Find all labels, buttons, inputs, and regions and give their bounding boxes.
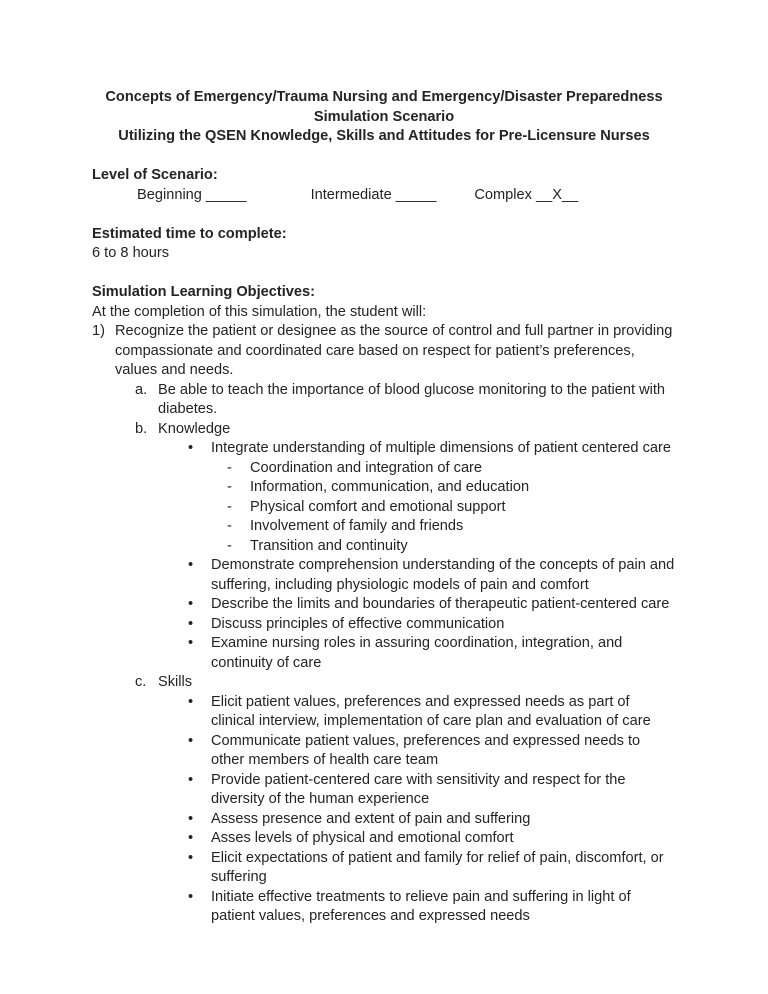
bullet-icon: • [188,888,194,905]
learning-objectives-intro: At the completion of this simulation, the student will: [92,303,427,320]
bullet-icon: • [188,440,194,456]
bullet-icon: • [188,849,194,866]
skills-bullet-2 [188,732,676,771]
sub-item-label: Skills [158,674,193,690]
knowledge-bullet-4 [188,615,676,635]
bullet-icon: • [188,732,194,749]
level-option-beginning: Beginning _____ [137,186,247,203]
bullet-text: Elicit patient values, preferences and expressed needs as part of clinical interview, implementation of care plan and evaluation of care [211,693,651,729]
estimated-time-section [92,225,676,264]
bullet-text: Provide patient-centered care with sensitivity and respect for the diversity of the human experience [211,771,626,807]
bullet-icon: • [188,830,194,846]
dash-icon: - [227,498,232,515]
bullet-text: Asses levels of physical and emotional comfort [211,830,514,846]
bullet-icon: • [188,557,194,573]
bullet-text: Elicit expectations of patient and family for relief of pain, discomfort, or suffering [211,849,664,885]
estimated-time-heading: Estimated time to complete: [92,225,287,242]
sub-item-letter: b. [135,420,148,437]
level-options-row [92,186,676,206]
skills-bullet-3 [188,771,676,810]
bullet-icon: • [188,615,194,632]
dash-text: Physical comfort and emotional support [250,498,506,515]
skills-bullet-5 [188,829,676,849]
bullet-text: Assess presence and extent of pain and suffering [211,810,531,827]
bullet-text: Communicate patient values, preferences and expressed needs to other members of health care team [211,732,641,768]
skills-bullet-4 [188,810,676,830]
bullet-text: Discuss principles of effective communication [211,615,505,632]
bullet-text: Demonstrate comprehension understanding of the concepts of pain and suffering, including physiologic models of pain and comfort [211,557,675,593]
sub-item-a [135,381,676,420]
dash-text: Information, communication, and education [250,479,530,495]
dash-icon: - [227,518,232,534]
learning-objectives-section [92,283,676,927]
skills-bullet-7 [188,888,676,927]
dash-text: Involvement of family and friends [250,518,464,534]
level-of-scenario-heading: Level of Scenario: [92,167,218,183]
bullet-text: Integrate understanding of multiple dimensions of patient centered care [211,440,671,456]
knowledge-bullet-2 [188,556,676,595]
title-line-2: Simulation Scenario [313,108,455,125]
level-option-complex: Complex __X__ [474,186,579,203]
dash-item-3 [227,498,676,518]
dash-item-1 [227,459,676,479]
bullet-icon: • [188,810,194,827]
level-option-intermediate: Intermediate _____ [310,186,437,203]
sub-item-label: Knowledge [158,420,231,437]
objective-text: Recognize the patient or designee as the source of control and full partner in providing compassionate and coordinated care based on respect for patient’s preferences, values and needs. [115,323,673,378]
dash-icon: - [227,459,232,476]
sub-item-letter: a. [135,381,148,398]
bullet-text: Examine nursing roles in assuring coordination, integration, and continuity of care [211,635,623,671]
level-of-scenario-section [92,166,676,205]
sub-item-letter: c. [135,674,147,690]
dash-text: Coordination and integration of care [250,459,483,476]
dash-item-2 [227,478,676,498]
bullet-icon: • [188,635,194,651]
knowledge-bullet-5 [188,634,676,673]
dash-text: Transition and continuity [250,537,408,554]
bullet-icon: • [188,771,194,788]
title-line-3: Utilizing the QSEN Knowledge, Skills and Attitudes for Pre-Licensure Nurses [118,128,650,144]
knowledge-bullet-3 [188,595,676,615]
sub-item-text: Be able to teach the importance of blood glucose monitoring to the patient with diabetes. [158,381,666,417]
bullet-text: Initiate effective treatments to relieve pain and suffering in light of patient values, preferences and expressed needs [211,888,631,924]
dash-item-4 [227,517,676,537]
dash-item-5 [227,537,676,557]
document-title [92,88,676,147]
objective-number: 1) [92,323,105,339]
objective-item-1 [92,322,676,381]
sub-item-c [135,673,676,693]
estimated-time-value: 6 to 8 hours [92,245,170,261]
bullet-icon: • [188,596,194,612]
skills-bullet-6 [188,849,676,888]
sub-item-b [135,420,676,440]
learning-objectives-heading: Simulation Learning Objectives: [92,284,316,300]
bullet-text: Describe the limits and boundaries of therapeutic patient-centered care [211,596,670,612]
skills-bullet-1 [188,693,676,732]
dash-icon: - [227,537,232,554]
dash-icon: - [227,479,232,495]
bullet-icon: • [188,693,194,710]
title-line-1: Concepts of Emergency/Trauma Nursing and Emergency/Disaster Preparedness [105,89,663,105]
knowledge-bullet-1 [188,439,676,459]
